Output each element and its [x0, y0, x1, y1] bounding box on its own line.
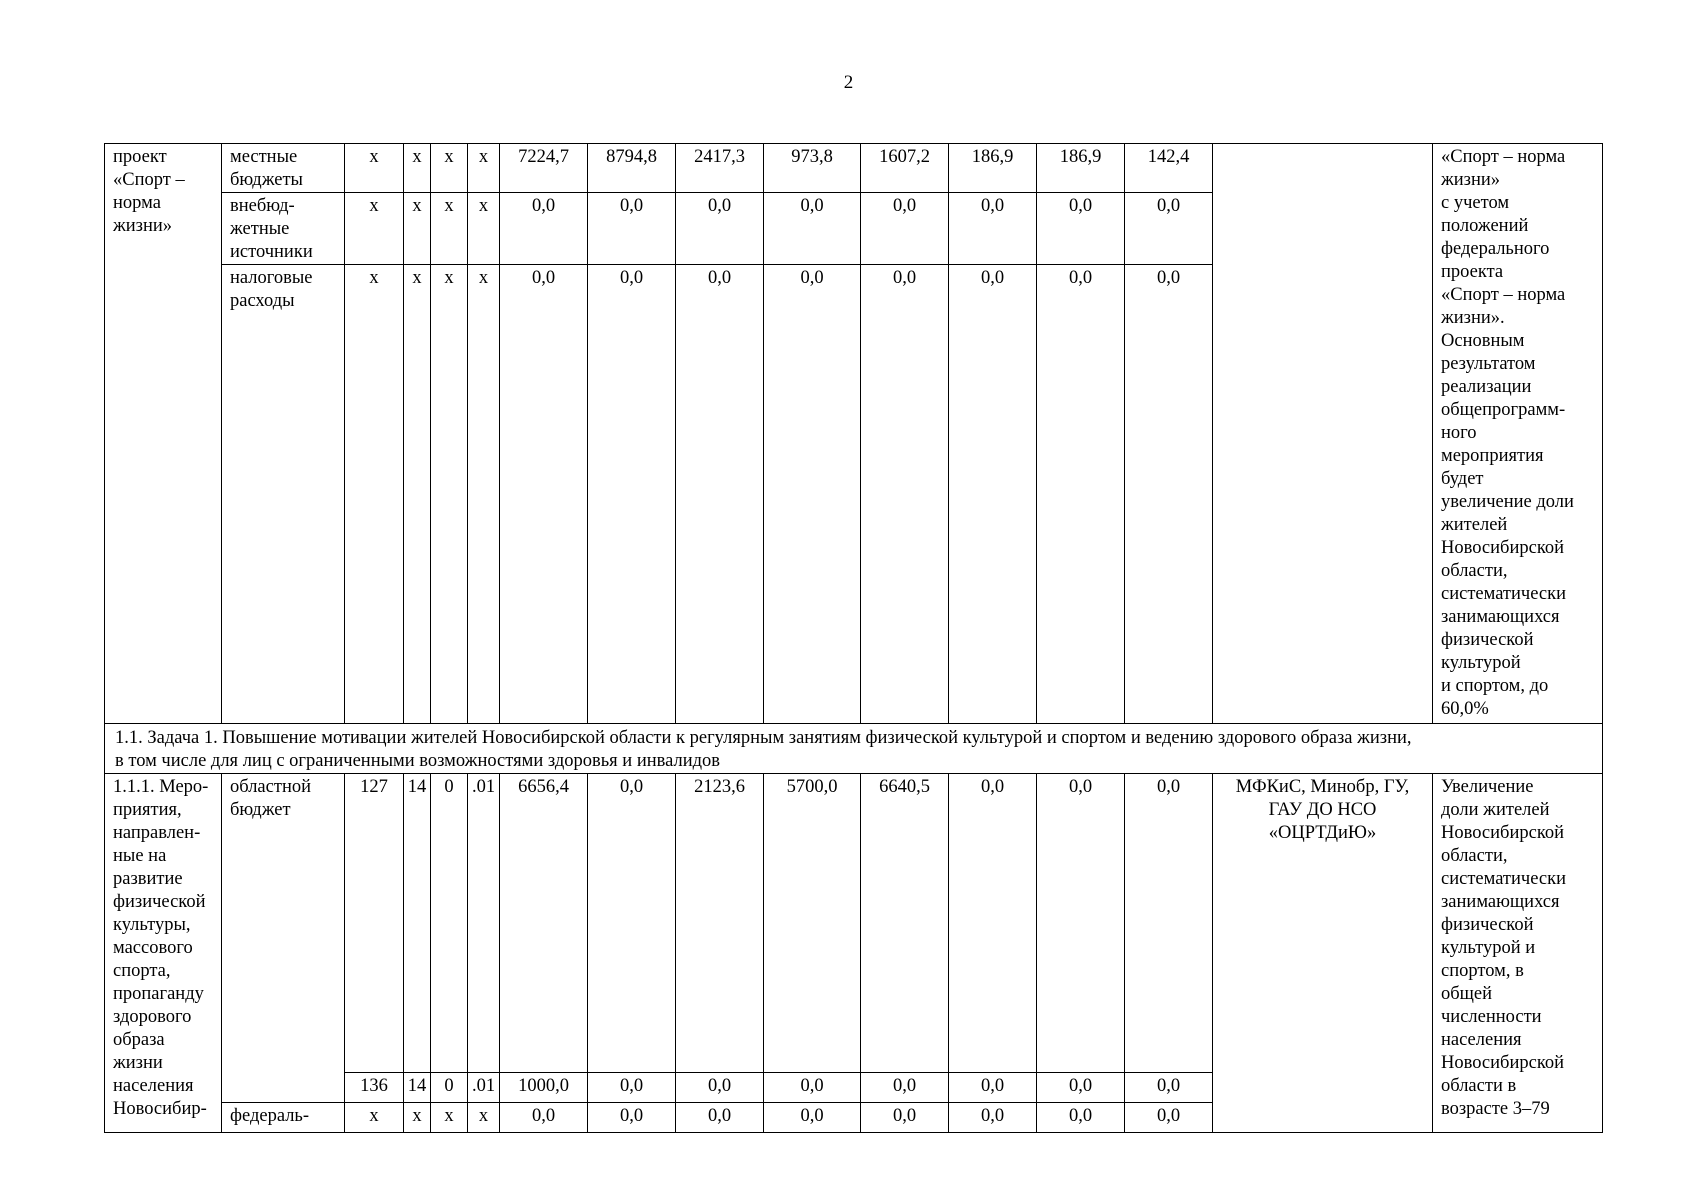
amount-cell: 0,0: [949, 265, 1037, 724]
amount-cell: 2123,6: [676, 774, 764, 1073]
code-cell: .01: [468, 774, 500, 1073]
amount-cell: 0,0: [764, 1073, 861, 1103]
code-cell: x: [431, 193, 468, 265]
funding-source-cell: местные бюджеты: [222, 144, 345, 193]
amount-cell: 0,0: [949, 774, 1037, 1073]
code-cell: x: [404, 265, 431, 724]
executors-cell: [1213, 144, 1433, 724]
amount-cell: 0,0: [861, 265, 949, 724]
amount-cell: 0,0: [764, 193, 861, 265]
amount-cell: 0,0: [1037, 1073, 1125, 1103]
funding-source-cell: федераль-: [222, 1103, 345, 1133]
code-cell: x: [431, 144, 468, 193]
program-events-table: [104, 143, 1603, 1133]
code-cell: x: [468, 1103, 500, 1133]
code-cell: 0: [431, 1073, 468, 1103]
code-cell: x: [404, 1103, 431, 1133]
code-cell: x: [404, 193, 431, 265]
amount-cell: 0,0: [588, 1073, 676, 1103]
amount-cell: 0,0: [1125, 1103, 1213, 1133]
funding-source-cell: областной бюджет: [222, 774, 345, 1103]
amount-cell: 6656,4: [500, 774, 588, 1073]
amount-cell: 1000,0: [500, 1073, 588, 1103]
amount-cell: 0,0: [949, 1073, 1037, 1103]
project-name-cell: проект «Спорт – норма жизни»: [105, 144, 222, 724]
amount-cell: 0,0: [1125, 265, 1213, 724]
code-cell: x: [431, 1103, 468, 1133]
amount-cell: 0,0: [588, 1103, 676, 1133]
amount-cell: 0,0: [588, 193, 676, 265]
code-cell: x: [345, 144, 404, 193]
table-row: [105, 774, 1603, 1073]
amount-cell: 8794,8: [588, 144, 676, 193]
expected-result-cell: «Спорт – норма жизни» с учетом положений федерального проекта «Спорт – норма жизни». Основным результатом реализации общепрограмм- ного мероприятия будет увеличение доли жителей Новосибирской области, систематически занимающихся физической культурой и спортом, до 60,0%: [1433, 144, 1603, 724]
amount-cell: 0,0: [861, 193, 949, 265]
amount-cell: 0,0: [1037, 193, 1125, 265]
amount-cell: 0,0: [588, 774, 676, 1073]
amount-cell: 5700,0: [764, 774, 861, 1073]
code-cell: 127: [345, 774, 404, 1073]
funding-source-cell: налоговые расходы: [222, 265, 345, 724]
task-heading: 1.1. Задача 1. Повышение мотивации жителей Новосибирской области к регулярным занятиям физической культурой и спортом и ведению здорового образа жизни, в том числе для лиц с ограниченными возможностями здоровья и инвалидов: [105, 724, 1603, 774]
amount-cell: 973,8: [764, 144, 861, 193]
code-cell: x: [468, 265, 500, 724]
code-cell: x: [345, 265, 404, 724]
amount-cell: 0,0: [676, 1073, 764, 1103]
code-cell: 14: [404, 1073, 431, 1103]
amount-cell: 0,0: [764, 1103, 861, 1133]
amount-cell: 0,0: [861, 1103, 949, 1133]
amount-cell: 1607,2: [861, 144, 949, 193]
amount-cell: 0,0: [949, 1103, 1037, 1133]
amount-cell: 186,9: [1037, 144, 1125, 193]
amount-cell: 0,0: [1037, 774, 1125, 1073]
code-cell: x: [345, 1103, 404, 1133]
amount-cell: 0,0: [676, 265, 764, 724]
amount-cell: 0,0: [500, 1103, 588, 1133]
amount-cell: 0,0: [1125, 1073, 1213, 1103]
amount-cell: 0,0: [1037, 1103, 1125, 1133]
amount-cell: 7224,7: [500, 144, 588, 193]
executors-cell: МФКиС, Минобр, ГУ, ГАУ ДО НСО «ОЦРТДиЮ»: [1213, 774, 1433, 1133]
amount-cell: 0,0: [764, 265, 861, 724]
amount-cell: 0,0: [1125, 774, 1213, 1073]
page-number: 2: [843, 72, 854, 93]
code-cell: 136: [345, 1073, 404, 1103]
event-name-cell: 1.1.1. Меро- приятия, направлен- ные на развитие физической культуры, массового спорта, пропаганду здорового образа жизни населения Новосибир-: [105, 774, 222, 1133]
code-cell: x: [404, 144, 431, 193]
amount-cell: 0,0: [1125, 193, 1213, 265]
amount-cell: 0,0: [676, 193, 764, 265]
amount-cell: 0,0: [676, 1103, 764, 1133]
code-cell: x: [431, 265, 468, 724]
funding-source-cell: внебюд- жетные источники: [222, 193, 345, 265]
table-row: [105, 144, 1603, 193]
amount-cell: 0,0: [500, 193, 588, 265]
amount-cell: 0,0: [1037, 265, 1125, 724]
amount-cell: 0,0: [861, 1073, 949, 1103]
amount-cell: 142,4: [1125, 144, 1213, 193]
amount-cell: 0,0: [949, 193, 1037, 265]
amount-cell: 186,9: [949, 144, 1037, 193]
code-cell: .01: [468, 1073, 500, 1103]
amount-cell: 2417,3: [676, 144, 764, 193]
code-cell: 14: [404, 774, 431, 1073]
code-cell: x: [345, 193, 404, 265]
task-row: [105, 724, 1603, 774]
amount-cell: 6640,5: [861, 774, 949, 1073]
code-cell: 0: [431, 774, 468, 1073]
code-cell: x: [468, 144, 500, 193]
amount-cell: 0,0: [588, 265, 676, 724]
code-cell: x: [468, 193, 500, 265]
amount-cell: 0,0: [500, 265, 588, 724]
expected-result-cell: Увеличение доли жителей Новосибирской области, систематически занимающихся физической культурой и спортом, в общей численности населения Новосибирской области в возрасте 3–79: [1433, 774, 1603, 1133]
